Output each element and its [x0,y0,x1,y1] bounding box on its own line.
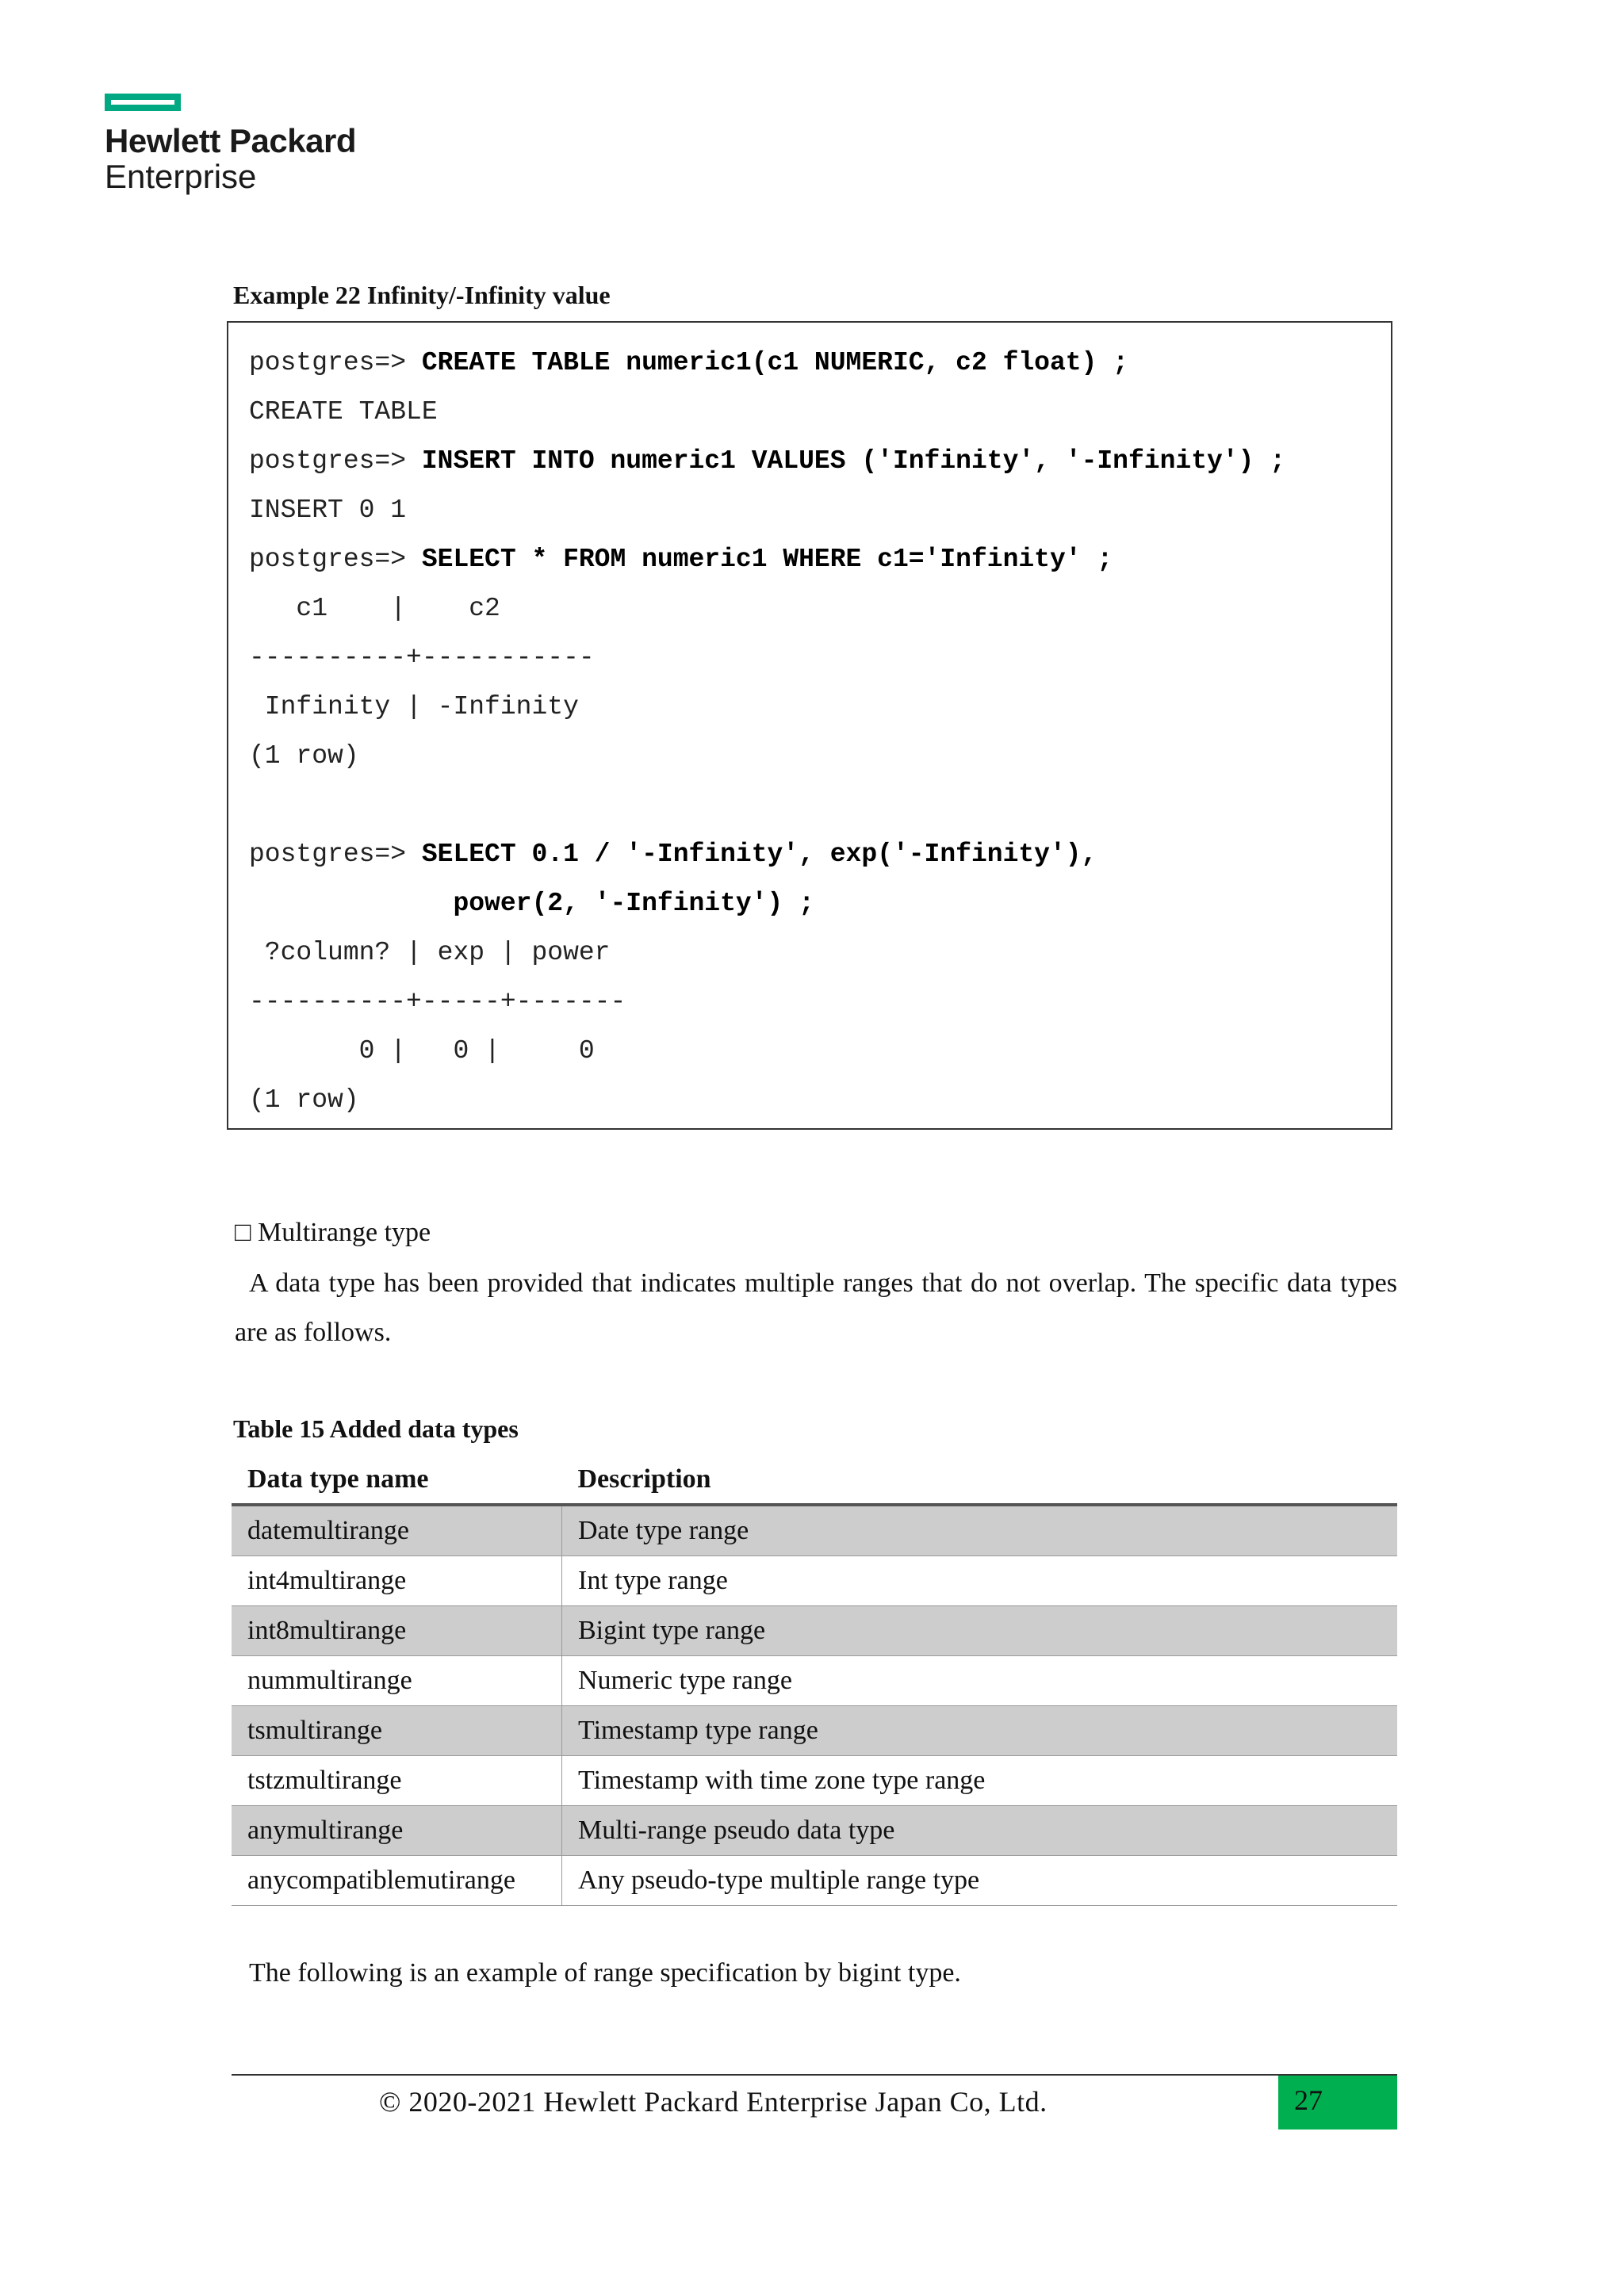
code-line [249,388,1285,437]
code-prompt: postgres=> [249,840,422,869]
code-output: ----------+----------- [249,643,595,672]
column-header-name: Data type name [232,1456,562,1505]
section-heading: □ Multirange type [235,1218,431,1247]
code-line [249,535,1285,584]
code-output: ?column? | exp | power [249,938,611,967]
code-prompt: postgres=> [249,446,422,476]
type-description-cell: Date type range [562,1505,1398,1556]
type-name-cell: int8multirange [232,1606,562,1656]
code-line [249,584,1285,633]
example-title: Example 22 Infinity/-Infinity value [233,281,611,309]
code-line [249,437,1285,486]
column-header-description: Description [562,1456,1398,1505]
type-description-cell: Timestamp with time zone type range [562,1756,1398,1806]
table-row [232,1806,1397,1856]
hpe-logo [105,94,356,195]
code-line [249,781,1285,830]
closing-sentence: The following is an example of range specification by bigint type. [249,1958,961,1988]
code-output: INSERT 0 1 [249,496,407,525]
table-row [232,1606,1397,1656]
type-description-cell: Multi-range pseudo data type [562,1806,1398,1856]
code-prompt: postgres=> [249,545,422,574]
code-command: INSERT INTO numeric1 VALUES ('Infinity', '-Infinity') ; [421,446,1286,476]
code-line [249,1027,1285,1076]
code-prompt: postgres=> [249,348,422,377]
table-row [232,1856,1397,1906]
code-output: Infinity | -Infinity [249,692,579,721]
data-types-table [232,1456,1397,1906]
type-name-cell: nummultirange [232,1656,562,1706]
table-title: Table 15 Added data types [233,1414,519,1443]
code-command: SELECT 0.1 / '-Infinity', exp('-Infinity'), [421,840,1097,869]
type-name-cell: tsmultirange [232,1706,562,1756]
code-output: (1 row) [249,741,359,771]
code-line [249,633,1285,683]
page-number-box [1278,2076,1397,2130]
code-output: c1 | c2 [249,594,500,623]
table-header-row [232,1456,1397,1505]
footer-divider [232,2074,1397,2076]
table-row [232,1756,1397,1806]
code-line [249,683,1285,732]
code-command: SELECT * FROM numeric1 WHERE c1='Infinity' ; [421,545,1113,574]
code-line [249,879,1285,928]
type-description-cell: Numeric type range [562,1656,1398,1706]
code-prompt [249,889,453,918]
type-description-cell: Timestamp type range [562,1706,1398,1756]
table-row [232,1656,1397,1706]
logo-rectangle-icon [105,94,181,111]
code-command: CREATE TABLE numeric1(c1 NUMERIC, c2 float) ; [421,348,1128,377]
table-row [232,1505,1397,1556]
code-line [249,928,1285,978]
type-name-cell: int4multirange [232,1556,562,1606]
type-description-cell: Int type range [562,1556,1398,1606]
type-description-cell: Any pseudo-type multiple range type [562,1856,1398,1906]
code-output: (1 row) [249,1085,359,1115]
code-lines [249,339,1285,1125]
type-name-cell: tstzmultirange [232,1756,562,1806]
page-number: 27 [1294,2084,1323,2116]
section-paragraph: A data type has been provided that indicates multiple ranges that do not overlap. The specific data types are as follows. [235,1269,1397,1347]
code-line [249,486,1285,535]
logo-text-line1: Hewlett Packard [105,122,356,159]
logo-text-line2: Enterprise [105,158,257,195]
table-row [232,1706,1397,1756]
code-line [249,339,1285,388]
type-name-cell: anycompatiblemutirange [232,1856,562,1906]
table-row [232,1556,1397,1606]
code-output: 0 | 0 | 0 [249,1036,595,1066]
code-line [249,830,1285,879]
code-command: power(2, '-Infinity') ; [453,889,814,918]
type-name-cell: datemultirange [232,1505,562,1556]
code-line [249,1076,1285,1125]
code-line [249,978,1285,1027]
type-name-cell: anymultirange [232,1806,562,1856]
code-block [227,321,1392,1130]
type-description-cell: Bigint type range [562,1606,1398,1656]
code-output: ----------+-----+------- [249,987,626,1016]
code-line [249,732,1285,781]
footer-copyright: © 2020-2021 Hewlett Packard Enterprise Japan Co, Ltd. [379,2086,1048,2118]
code-output: CREATE TABLE [249,397,438,427]
